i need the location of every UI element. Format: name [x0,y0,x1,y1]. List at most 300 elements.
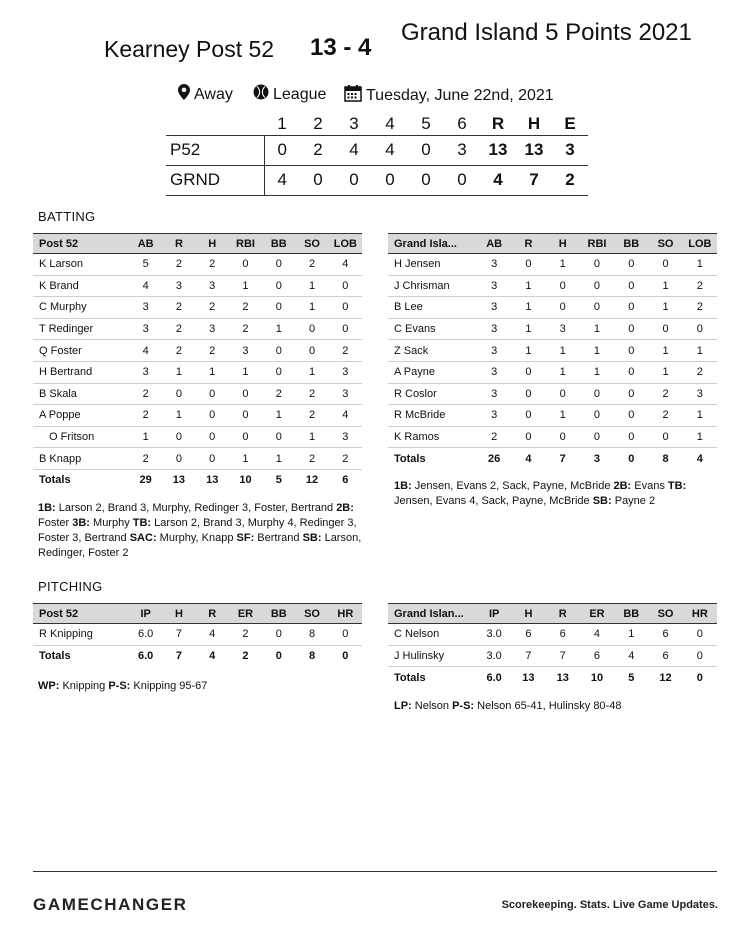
stat-value: 1 [546,405,580,427]
player-name: H Bertrand [33,361,129,383]
player-name: K Brand [33,275,129,297]
total-value: 0 [614,448,648,470]
totals-label: Totals [388,448,477,470]
stat-value: 2 [229,624,262,646]
note-value: Larson, Redinger, Foster 2 [38,532,362,559]
linescore-inning-value: 0 [372,165,408,195]
stats-col-header: H [511,604,545,624]
stat-value: 1 [162,361,195,383]
note-value: Jensen, Evans 2, Sack, Payne, McBride [411,480,614,492]
total-value: 6.0 [477,667,511,689]
stat-value: 0 [614,383,648,405]
stat-value: 1 [295,275,328,297]
player-row [388,383,717,405]
stats-col-header: H [546,234,580,254]
map-pin-icon [178,84,194,105]
stat-value: 0 [262,297,295,319]
note-value: Murphy [89,517,133,529]
stat-value: 0 [229,426,262,448]
total-value: 13 [196,469,229,491]
stat-value: 0 [262,426,295,448]
stat-value: 2 [129,448,162,470]
stat-value: 2 [683,361,717,383]
stat-value: 2 [295,405,328,427]
batting-table-home [33,233,362,491]
note-key: SB: [592,495,612,507]
player-row [388,254,717,276]
player-name: R Knipping [33,624,129,646]
note-value: Murphy, Knapp [156,532,237,544]
stats-team-header: Post 52 [33,234,129,254]
stats-header-row [388,604,717,624]
batting-table-away [388,233,717,469]
stat-value: 8 [295,624,328,646]
note-value: Knipping 95-67 [130,680,208,692]
stat-value: 0 [580,297,614,319]
total-value: 5 [614,667,648,689]
stat-value: 4 [614,645,648,667]
player-row [388,624,717,646]
stat-value: 1 [683,340,717,362]
stat-value: 1 [683,254,717,276]
stats-col-header: AB [477,234,511,254]
totals-row [388,667,717,689]
stat-value: 1 [196,361,229,383]
stat-value: 3 [477,275,511,297]
player-name: B Knapp [33,448,129,470]
stat-value: 0 [196,405,229,427]
stat-value: 0 [580,254,614,276]
note-key: TB: [132,517,152,529]
stat-value: 0 [511,361,545,383]
batting-section-title: BATTING [38,209,96,224]
stat-value: 0 [295,340,328,362]
stat-value: 2 [683,275,717,297]
stat-value: 0 [295,318,328,340]
stat-value: 0 [614,254,648,276]
stat-value: 3.0 [477,645,511,667]
note-key: 3B: [72,517,90,529]
stat-value: 5 [129,254,162,276]
stat-value: 3 [477,361,511,383]
linescore-inning-value: 0 [408,165,444,195]
total-value: 7 [162,645,195,667]
home-team-name: Kearney Post 52 [104,36,275,62]
stat-value: 2 [295,448,328,470]
player-row [33,318,362,340]
note-value: Larson 2, Brand 3, Murphy, Redinger 3, Foster, Bertrand [55,502,337,514]
player-name: J Chrisman [388,275,477,297]
stat-value: 0 [580,405,614,427]
total-value: 26 [477,448,511,470]
stat-value: 1 [162,405,195,427]
away-team-name: Grand Island 5 Points 2021 [401,19,692,46]
linescore-total-h: 13 [516,135,552,165]
stat-value: 2 [229,297,262,319]
note-value: Nelson 65-41, Hulinsky 80-48 [474,700,622,712]
stat-value: 1 [295,426,328,448]
stat-value: 0 [262,275,295,297]
stats-col-header: HR [683,604,717,624]
footer-tagline: Scorekeeping. Stats. Live Game Updates. [501,899,718,911]
note-key: P-S: [452,700,475,712]
linescore-total-e: 3 [552,135,588,165]
stat-value: 0 [580,275,614,297]
linescore-col-header: 4 [385,113,395,133]
stat-value: 3 [477,340,511,362]
totals-row [388,448,717,470]
stat-value: 0 [546,275,580,297]
stat-value: 1 [229,361,262,383]
linescore-inning-value: 2 [300,135,336,165]
note-key: TB: [667,480,687,492]
player-row [33,383,362,405]
stat-value: 1 [129,426,162,448]
note-key: WP: [38,680,60,692]
stats-col-header: R [511,234,545,254]
total-value: 13 [511,667,545,689]
stat-value: 0 [329,318,362,340]
stats-team-header: Grand Islan... [388,604,477,624]
linescore-team: P52 [166,135,264,165]
stat-value: 0 [262,340,295,362]
linescore-inning-value: 0 [444,165,480,195]
date-label: Tuesday, June 22nd, 2021 [366,86,554,104]
pitching-notes-away [394,699,724,714]
player-name: O Fritson [33,426,129,448]
stat-value: 1 [580,361,614,383]
stats-header-row [33,234,362,254]
brand-logo: GAMECHANGER [33,895,188,914]
note-value: Jensen, Evans 4, Sack, Payne, McBride [394,495,593,507]
stat-value: 1 [546,254,580,276]
stats-col-header: BB [614,604,648,624]
footer-divider [33,871,717,872]
stat-value: 4 [580,624,614,646]
stat-value: 3 [477,254,511,276]
stat-value: 2 [683,297,717,319]
stats-col-header: H [196,234,229,254]
stat-value: 6 [546,624,580,646]
stat-value: 0 [683,624,717,646]
pitching-notes-home [38,679,368,694]
stats-col-header: RBI [229,234,262,254]
stat-value: 1 [511,340,545,362]
stat-value: 0 [683,318,717,340]
player-row [33,624,362,646]
stat-value: 2 [229,318,262,340]
stat-value: 0 [511,405,545,427]
stat-value: 6 [580,645,614,667]
stat-value: 1 [648,297,682,319]
player-name: T Redinger [33,318,129,340]
note-value: Evans [631,480,668,492]
stat-value: 3 [129,361,162,383]
linescore-total-r: 4 [480,165,516,195]
player-name: C Nelson [388,624,477,646]
stat-value: 6 [511,624,545,646]
stat-value: 1 [614,624,648,646]
note-key: SB: [302,532,322,544]
stat-value: 0 [262,254,295,276]
total-value: 13 [546,667,580,689]
linescore-row [166,165,588,195]
stat-value: 3 [477,405,511,427]
stats-col-header: R [546,604,580,624]
player-row [33,254,362,276]
stat-value: 0 [546,426,580,448]
player-name: J Hulinsky [388,645,477,667]
note-key: 2B: [613,480,632,492]
player-name: R McBride [388,405,477,427]
linescore-inning-value: 0 [336,165,372,195]
total-value: 4 [196,645,229,667]
stat-value: 2 [196,340,229,362]
stat-value: 3 [329,361,362,383]
stat-value: 7 [162,624,195,646]
linescore-total-e: 2 [552,165,588,195]
linescore-col-header: 2 [313,113,323,133]
stats-col-header: LOB [329,234,362,254]
stat-value: 2 [196,254,229,276]
stat-value: 0 [329,624,362,646]
stats-col-header: SO [295,234,328,254]
player-name: B Lee [388,297,477,319]
linescore-inning-value: 0 [300,165,336,195]
totals-label: Totals [33,469,129,491]
note-value: Foster [38,517,73,529]
linescore-inning-value: 3 [444,135,480,165]
stats-col-header: ER [229,604,262,624]
total-value: 0 [262,645,295,667]
batting-notes-home [38,501,368,561]
note-value: Knipping [59,680,109,692]
stat-value: 0 [229,405,262,427]
stats-col-header: R [162,234,195,254]
stat-value: 7 [511,645,545,667]
stat-value: 0 [511,254,545,276]
note-key: 2B: [336,502,354,514]
stat-value: 4 [129,275,162,297]
stat-value: 0 [614,297,648,319]
linescore-table [166,113,588,196]
player-row [33,405,362,427]
stat-value: 2 [162,340,195,362]
linescore-col-header: E [564,113,576,133]
stat-value: 4 [329,254,362,276]
stat-value: 0 [614,318,648,340]
calendar-icon [344,84,366,107]
player-name: Z Sack [388,340,477,362]
batting-notes-away [394,479,724,509]
stat-value: 3 [477,383,511,405]
stat-value: 6 [648,645,682,667]
stat-value: 0 [580,426,614,448]
player-name: K Larson [33,254,129,276]
total-value: 12 [295,469,328,491]
stat-value: 0 [511,383,545,405]
game-meta [0,84,750,108]
stat-value: 3 [329,426,362,448]
stat-value: 3 [196,318,229,340]
stats-col-header: RBI [580,234,614,254]
stat-value: 1 [580,318,614,340]
stat-value: 3 [129,297,162,319]
stat-value: 1 [683,405,717,427]
pitching-table-away [388,603,717,688]
linescore-col-header: R [491,113,505,133]
stat-value: 1 [295,361,328,383]
total-value: 8 [295,645,328,667]
note-key: SF: [236,532,255,544]
stat-value: 2 [477,426,511,448]
stat-value: 0 [614,275,648,297]
player-name: K Ramos [388,426,477,448]
stats-col-header: AB [129,234,162,254]
total-value: 4 [511,448,545,470]
stats-col-header: IP [129,604,162,624]
stat-value: 0 [329,297,362,319]
stats-col-header: SO [295,604,328,624]
date-meta [344,84,554,107]
stat-value: 1 [546,361,580,383]
stats-col-header: BB [262,604,295,624]
stat-value: 0 [580,383,614,405]
player-row [388,405,717,427]
player-row [388,645,717,667]
stat-value: 0 [162,448,195,470]
player-row [388,318,717,340]
linescore-col-header: H [527,113,541,133]
stat-value: 2 [648,405,682,427]
game-type-label: League [273,85,327,103]
stat-value: 0 [329,275,362,297]
stat-value: 0 [229,254,262,276]
linescore-team: GRND [166,165,264,195]
stat-value: 0 [614,426,648,448]
stats-col-header: BB [262,234,295,254]
location-label: Away [194,85,233,103]
stat-value: 3 [477,297,511,319]
stat-value: 0 [648,318,682,340]
location-meta [178,84,233,105]
player-row [388,297,717,319]
stats-team-header: Grand Isla... [388,234,477,254]
stat-value: 3 [196,275,229,297]
note-value: Payne 2 [611,495,656,507]
stats-header-row [33,604,362,624]
total-value: 3 [580,448,614,470]
stat-value: 0 [648,254,682,276]
stat-value: 2 [329,448,362,470]
total-value: 13 [162,469,195,491]
stat-value: 2 [262,383,295,405]
stats-header-row [388,234,717,254]
stat-value: 0 [196,383,229,405]
linescore-col-header: 3 [349,113,359,133]
stat-value: 2 [329,340,362,362]
pitching-table-home [33,603,362,667]
stat-value: 1 [511,275,545,297]
total-value: 0 [683,667,717,689]
stat-value: 4 [129,340,162,362]
player-row [33,448,362,470]
stat-value: 0 [546,383,580,405]
stat-value: 0 [546,297,580,319]
stat-value: 0 [648,426,682,448]
stat-value: 0 [229,383,262,405]
stat-value: 0 [614,405,648,427]
stat-value: 1 [262,448,295,470]
stat-value: 2 [129,383,162,405]
stat-value: 3.0 [477,624,511,646]
stat-value: 1 [683,426,717,448]
stat-value: 4 [196,624,229,646]
stat-value: 1 [295,297,328,319]
linescore-col-header: 5 [421,113,431,133]
stats-col-header: H [162,604,195,624]
linescore-inning-value: 4 [336,135,372,165]
stat-value: 3 [129,318,162,340]
stat-value: 1 [511,297,545,319]
baseball-icon [253,84,273,105]
stats-col-header: IP [477,604,511,624]
total-value: 10 [229,469,262,491]
note-key: LP: [394,700,412,712]
stat-value: 6.0 [129,624,162,646]
stats-col-header: SO [648,234,682,254]
total-value: 6.0 [129,645,162,667]
linescore-header-row [166,113,588,135]
stat-value: 0 [511,426,545,448]
linescore-col-header: 6 [457,113,467,133]
stat-value: 2 [295,254,328,276]
total-value: 12 [648,667,682,689]
player-row [388,361,717,383]
player-name: C Evans [388,318,477,340]
linescore-inning-value: 0 [264,135,300,165]
total-value: 29 [129,469,162,491]
note-key: SAC: [129,532,157,544]
linescore-inning-value: 4 [264,165,300,195]
stat-value: 2 [162,254,195,276]
stat-value: 3 [477,318,511,340]
linescore-col-header: 1 [277,113,287,133]
game-type-meta [253,84,326,105]
stat-value: 3 [162,275,195,297]
stat-value: 2 [648,383,682,405]
player-name: B Skala [33,383,129,405]
player-name: A Poppe [33,405,129,427]
player-row [33,426,362,448]
total-value: 2 [229,645,262,667]
pitching-section-title: PITCHING [38,579,103,594]
stats-col-header: R [196,604,229,624]
stats-col-header: BB [614,234,648,254]
note-value: Larson 2, Brand 3, Murphy 4, Redinger 3, Foster 3, Bertrand [38,517,357,544]
player-row [33,361,362,383]
player-row [388,275,717,297]
linescore-total-h: 7 [516,165,552,195]
player-name: Q Foster [33,340,129,362]
total-value: 5 [262,469,295,491]
total-value: 8 [648,448,682,470]
stat-value: 2 [162,318,195,340]
note-key: 1B: [394,480,412,492]
player-row [388,426,717,448]
note-key: P-S: [108,680,131,692]
player-row [33,297,362,319]
